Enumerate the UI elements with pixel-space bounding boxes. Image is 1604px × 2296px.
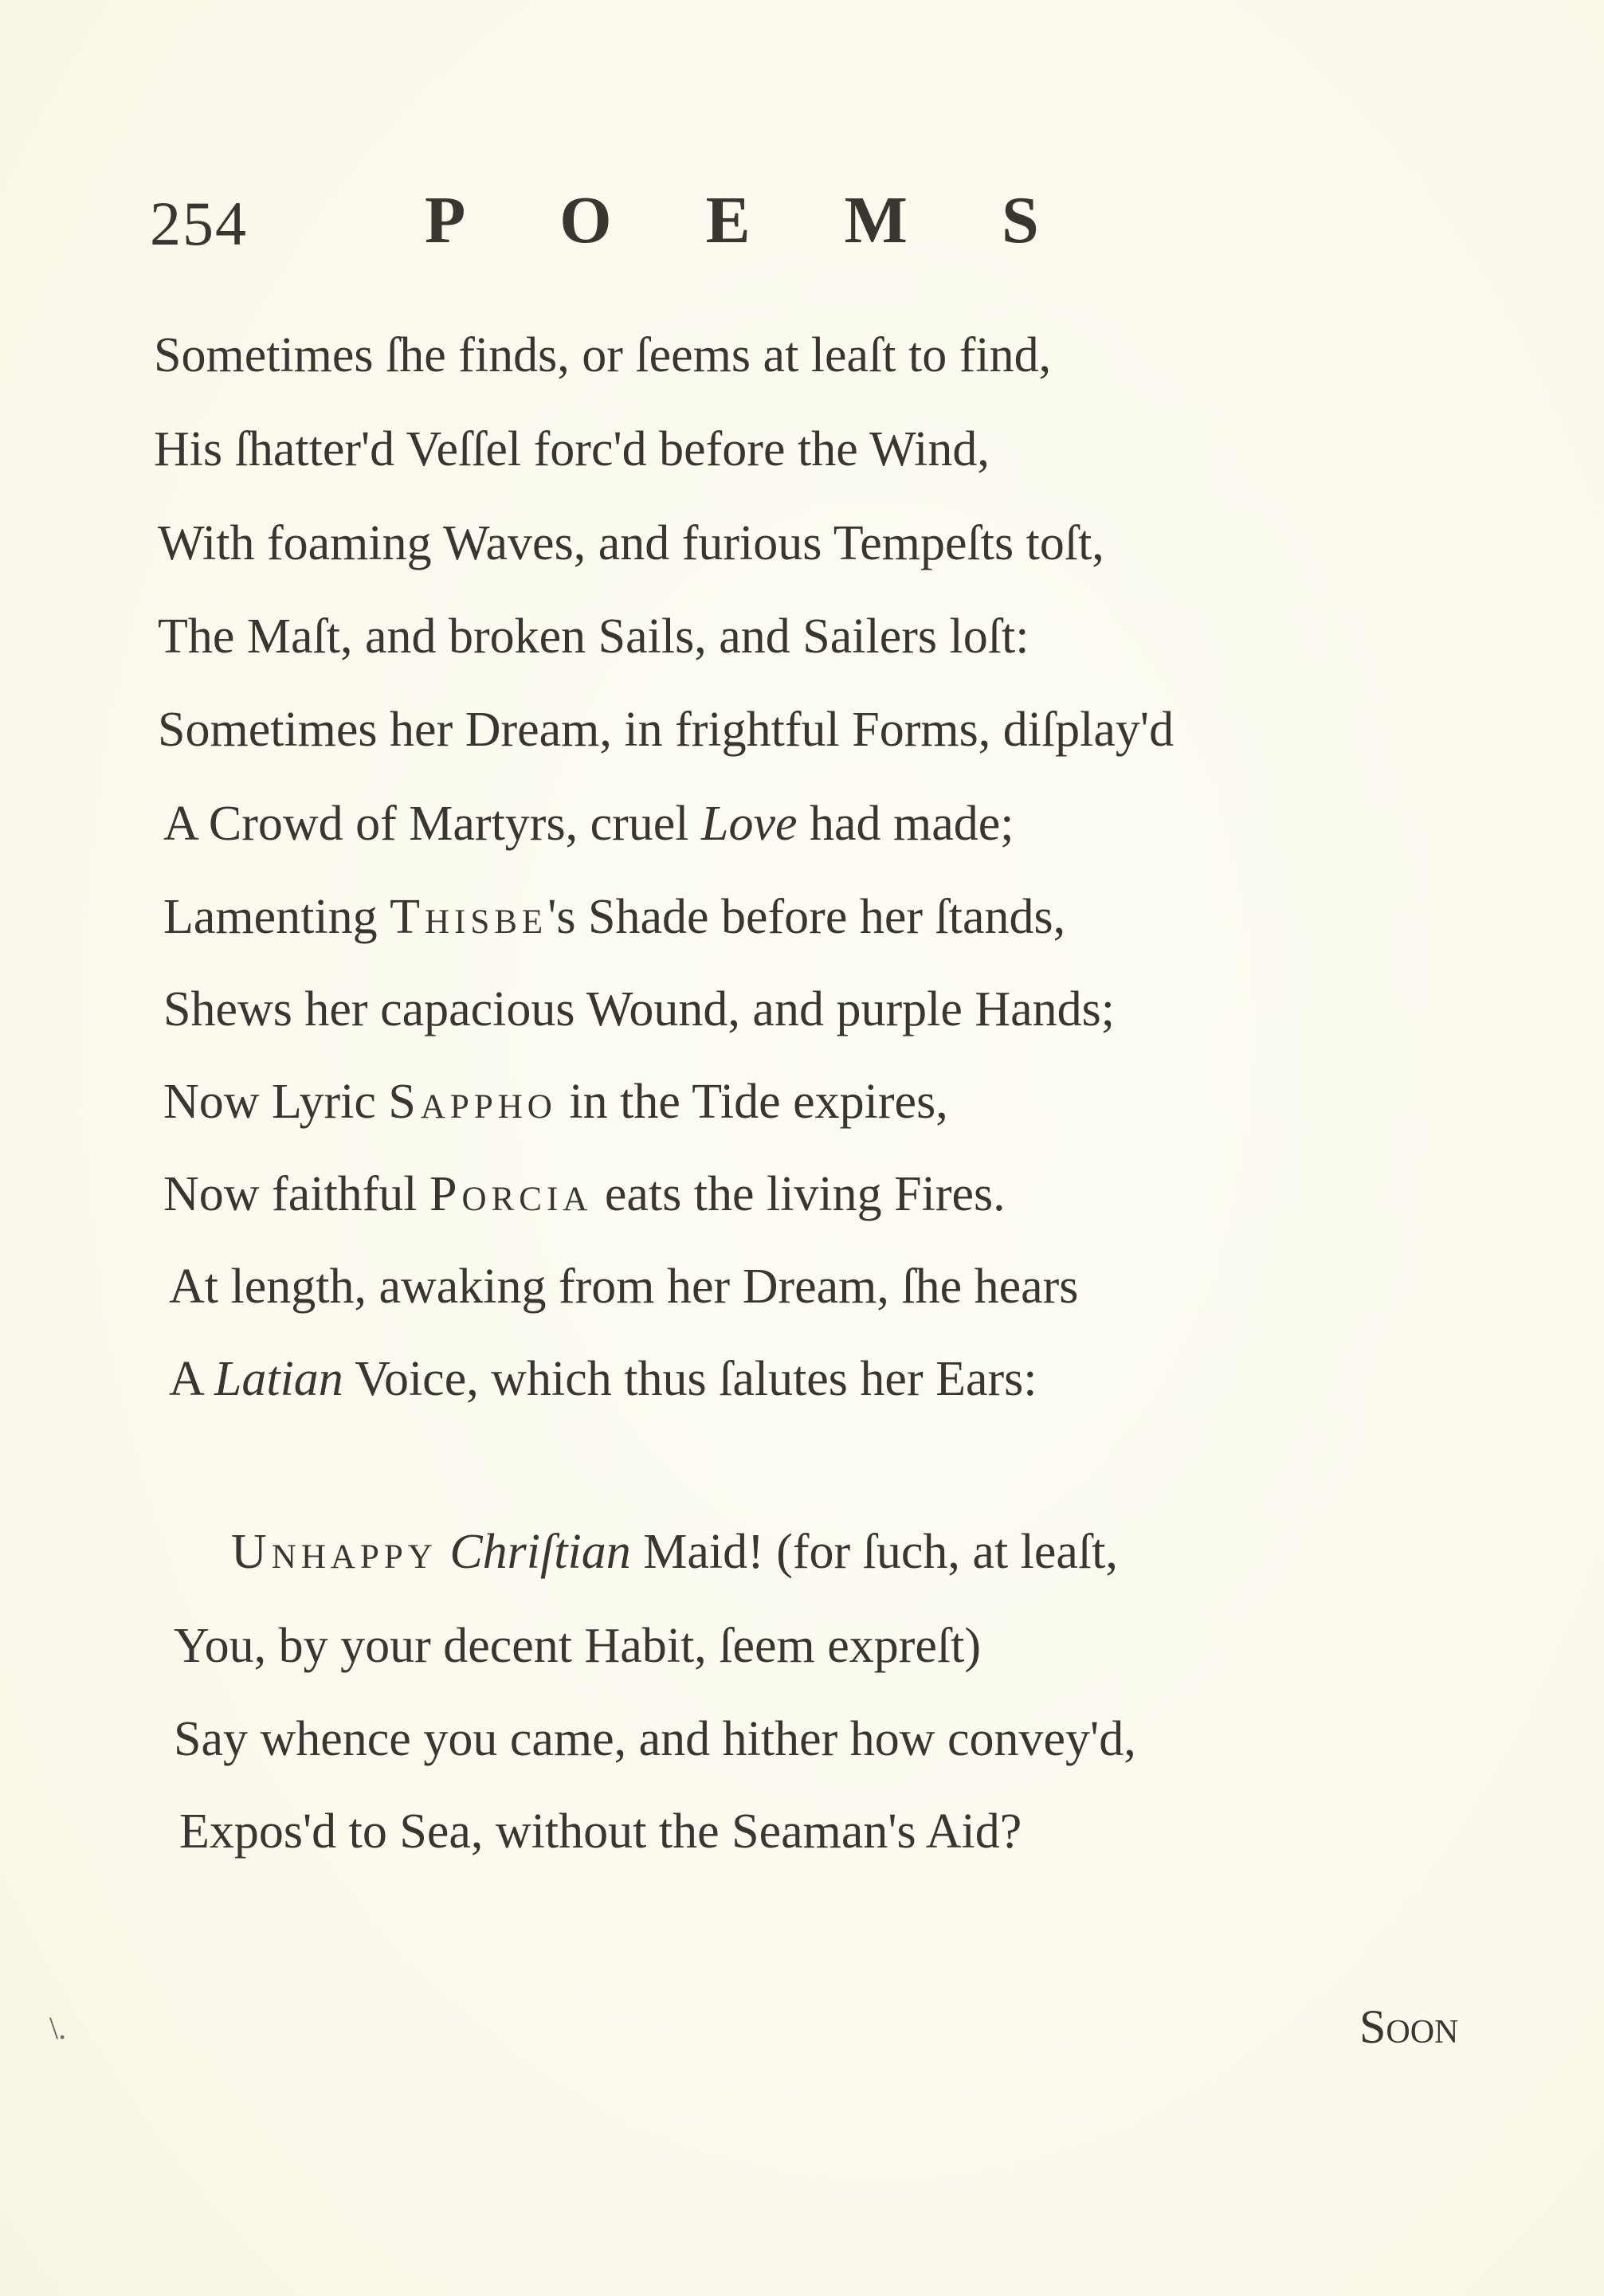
small-caps-name: Thisbe (390, 890, 548, 944)
italic-word: Love (700, 797, 798, 851)
verse-line: Shews her capacious Wound, and purple Hands; (163, 982, 1115, 1036)
italic-word: Latian (214, 1352, 343, 1406)
verse-line: Now faithful Porcia eats the living Fires. (163, 1167, 1006, 1221)
small-caps-name: Sappho (388, 1075, 557, 1129)
verse-line: Sometimes ſhe finds, or ſeems at leaſt to find, (154, 328, 1052, 382)
verse-line: A Latian Voice, which thus ſalutes her Ears: (169, 1352, 1037, 1406)
small-caps-name: Porcia (429, 1167, 593, 1221)
page-header (150, 182, 1265, 277)
running-title: POEMS (425, 183, 1133, 257)
stray-mark: \. (49, 2010, 67, 2046)
verse-line: Lamenting Thisbe's Shade before her ſtands, (163, 890, 1066, 944)
italic-word: Chriſtian (449, 1525, 631, 1579)
verse-line: Sometimes her Dream, in frightful Forms, diſplay'd (158, 703, 1175, 757)
page-number: 254 (150, 189, 248, 258)
verse-line: You, by your decent Habit, ſeem expreſt) (174, 1619, 982, 1673)
verse-line: Now Lyric Sappho in the Tide expires, (163, 1075, 948, 1129)
catchword: Soon (1359, 2000, 1459, 2053)
verse-line: Expos'd to Sea, without the Seaman's Aid? (179, 1804, 1022, 1859)
verse-line: The Maſt, and broken Sails, and Sailers loſt: (158, 609, 1029, 664)
verse-line: Unhappy Chriſtian Maid! (for ſuch, at leaſt, (231, 1525, 1118, 1579)
verse-line: A Crowd of Martyrs, cruel Love had made; (163, 797, 1014, 851)
verse-line: At length, awaking from her Dream, ſhe hears (169, 1260, 1079, 1314)
verse-line: With foaming Waves, and furious Tempeſts toſt, (158, 516, 1104, 570)
verse-line: His ſhatter'd Veſſel forc'd before the Wind, (154, 422, 990, 476)
small-caps-word: Unhappy (231, 1525, 437, 1579)
verse-line: Say whence you came, and hither how convey'd, (174, 1712, 1136, 1766)
